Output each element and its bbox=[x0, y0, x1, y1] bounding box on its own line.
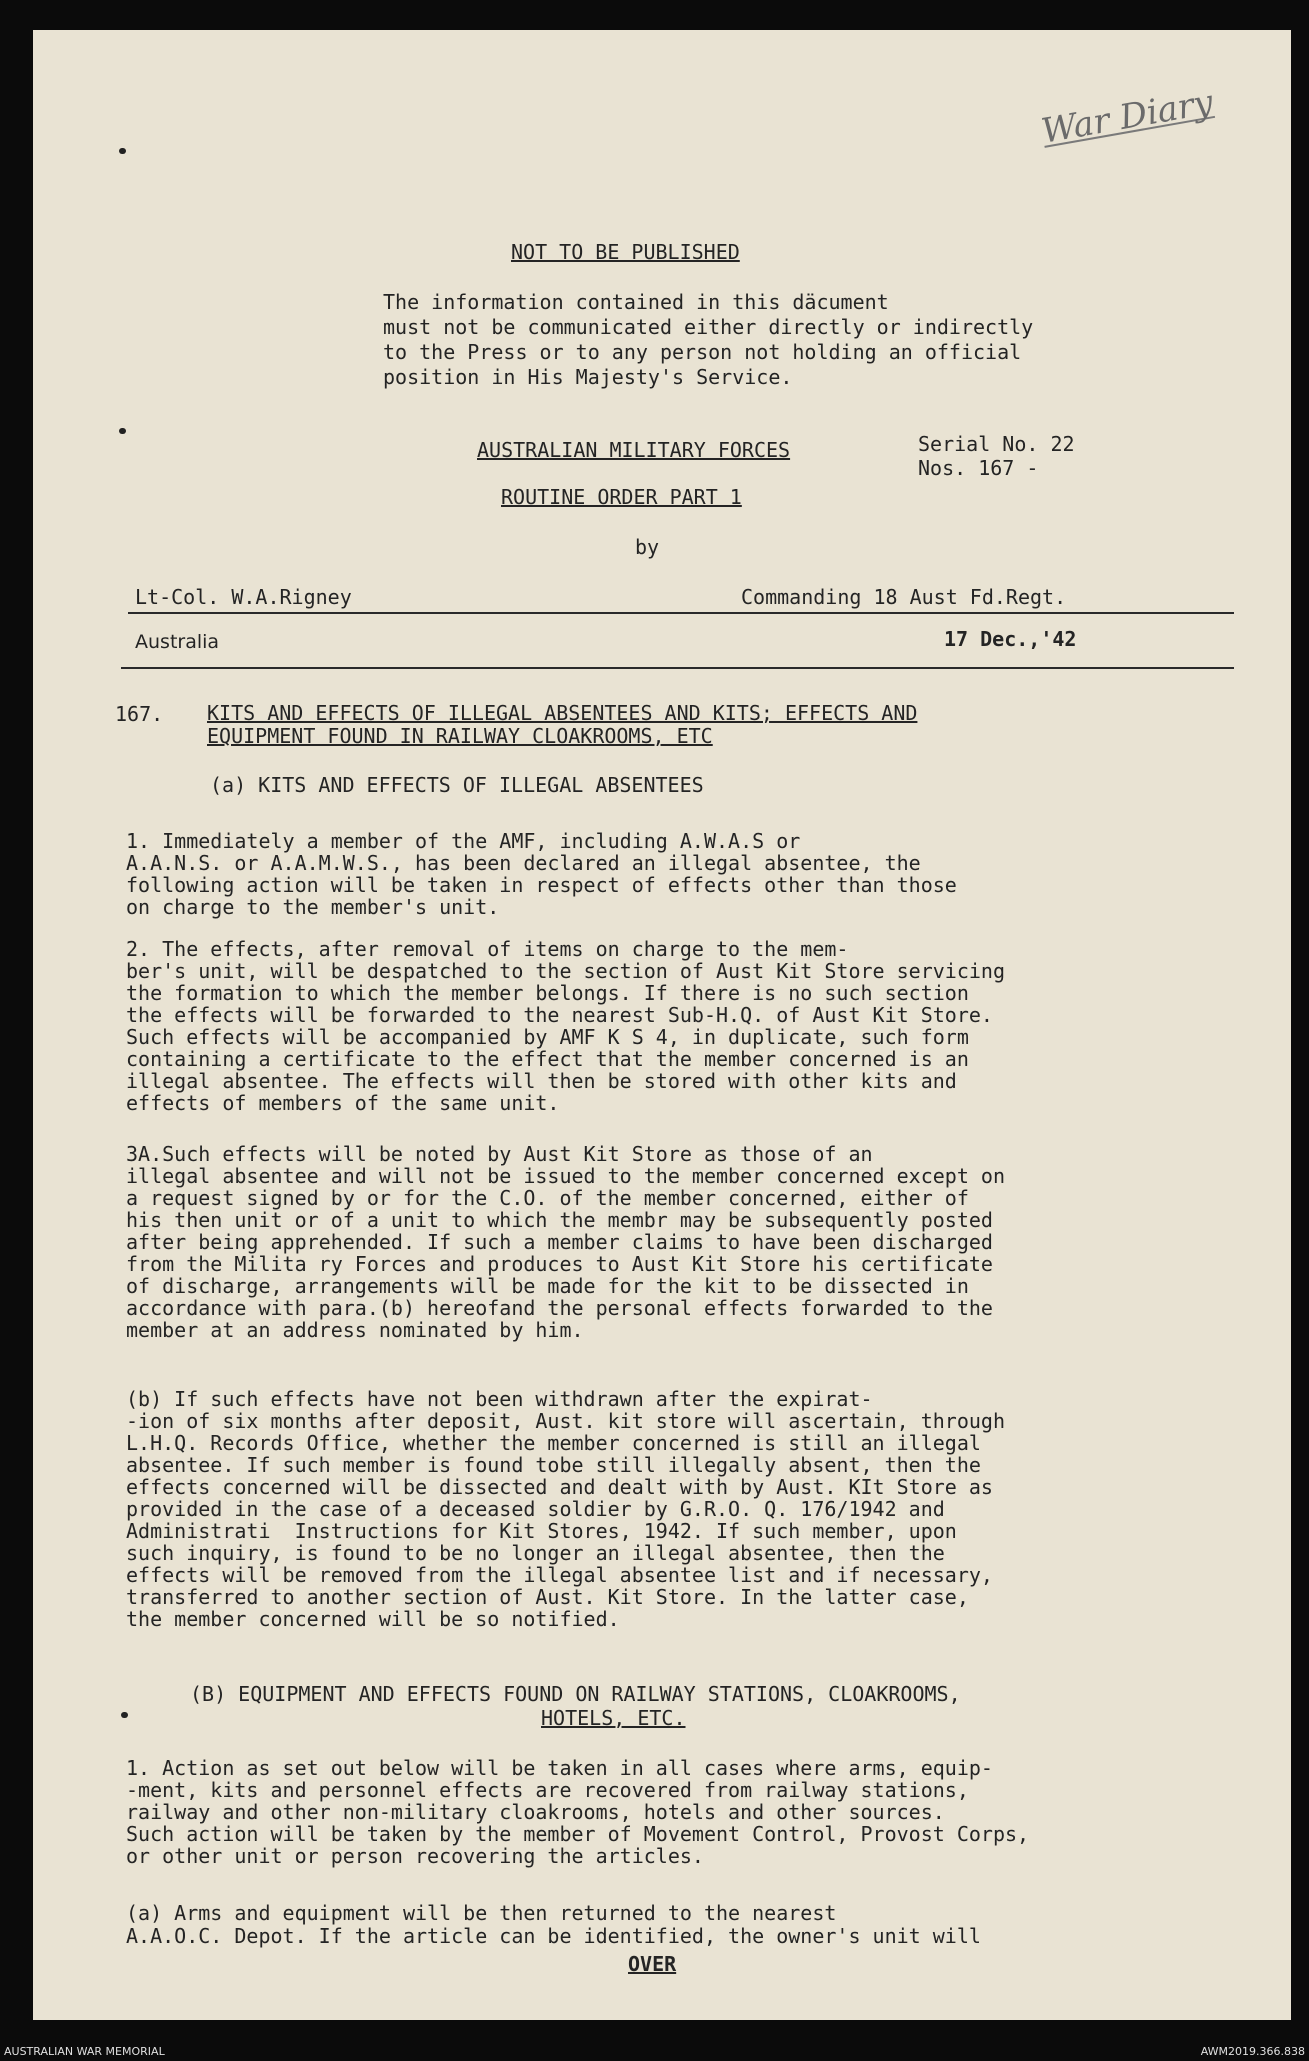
location: Australia bbox=[135, 631, 220, 653]
paragraph-b1a: (a) Arms and equipment will be then returned to the nearest A.A.O.C. Depot. If the article can be identified, the owner's unit will bbox=[126, 1901, 981, 1948]
item-title: KITS AND EFFECTS OF ILLEGAL ABSENTEES AND KITS; EFFECTS AND EQUIPMENT FOUND IN RAILWAY CLOAKROOMS, ETC bbox=[207, 701, 918, 748]
serial-number: Serial No. 22 bbox=[918, 432, 1075, 456]
divider bbox=[128, 612, 1234, 614]
paragraph-1: 1. Immediately a member of the AMF, including A.W.A.S or A.A.N.S. or A.A.M.W.S., has been declared an illegal absentee, the following action will be taken in respect of effects other than those on charge to the member's unit. bbox=[126, 829, 957, 919]
order-date: 17 Dec.,'42 bbox=[944, 627, 1077, 651]
order-numbers: Nos. 167 - bbox=[918, 456, 1039, 480]
by-label: by bbox=[635, 535, 660, 559]
officer-name: Lt-Col. W.A.Rigney bbox=[135, 585, 352, 609]
punch-mark bbox=[121, 1712, 128, 1718]
confidentiality-notice: The information contained in this däcument must not be communicated either directly or indirectly to the Press or to any person not holding an official position in His Majesty's Service. bbox=[383, 290, 1034, 389]
item-number: 167. bbox=[115, 702, 164, 726]
paragraph-2: 2. The effects, after removal of items on charge to the mem- ber's unit, will be despatched to the section of Aust Kit Store servicing the formation to which the member belongs. If there is no such section the effects will be forwarded to the nearest Sub-H.Q. of Aust Kit Store. Such effects will be accompanied by AMF K S 4, in duplicate, such form containing a certificate to the effect that the member concerned is an illegal absentee. The effects will then be stored with other kits and effects of members of the same unit. bbox=[126, 937, 1005, 1115]
routine-order-title: ROUTINE ORDER PART 1 bbox=[501, 485, 742, 509]
footer-reference: AWM2019.366.838 bbox=[1200, 2045, 1305, 2058]
paragraph-b1: 1. Action as set out below will be taken in all cases where arms, equip- -ment, kits and personnel effects are recovered from railway stations, railway and other non-military cloakrooms, hotels and other sources. Such action will be taken by the member of Movement Control, Provost Corps, or other unit or person recovering the articles. bbox=[126, 1756, 1030, 1868]
punch-mark bbox=[119, 428, 126, 434]
paragraph-b: (b) If such effects have not been withdrawn after the expirat- -ion of six months after deposit, Aust. kit store will ascertain, through L.H.Q. Records Office, whether the member concerned is still an illegal absentee. If such member is found tobe still illegally absent, then the effects concerned will be dissected and dealt with by Aust. KIt Store as provided in the case of a deceased soldier by G.R.O. Q. 176/1942 and Administrati Instructions for Kit Stores, 1942. If such member, upon such inquiry, is found to be no longer an illegal absentee, then the effects will be removed from the illegal absentee list and if necessary, transferred to another section of Aust. Kit Store. In the latter case, the member concerned will be so notified. bbox=[126, 1387, 1005, 1631]
heading: NOT TO BE PUBLISHED bbox=[511, 240, 740, 264]
sub-a-title: (a) KITS AND EFFECTS OF ILLEGAL ABSENTEES bbox=[210, 773, 704, 797]
paragraph-3a: 3A.Such effects will be noted by Aust Kit Store as those of an illegal absentee and will not be issued to the member concerned except on a request signed by or for the C.O. of the member concerned, either of his then unit or of a unit to which the membr may be subsequently posted after being apprehended. If such a member claims to have been discharged from the Milita ry Forces and produces to Aust Kit Store his certificate of discharge, arrangements will be made for the kit to be dissected in accordance with para.(b) hereofand the personal effects forwarded to the member at an address nominated by him. bbox=[126, 1142, 1005, 1342]
commanding-unit: Commanding 18 Aust Fd.Regt. bbox=[741, 585, 1067, 609]
over-label: OVER bbox=[628, 1952, 677, 1976]
footer-archive-name: AUSTRALIAN WAR MEMORIAL bbox=[4, 2045, 165, 2058]
punch-mark bbox=[119, 148, 126, 154]
divider bbox=[121, 667, 1234, 669]
handwritten-annotation: War Diary bbox=[1038, 82, 1216, 152]
sub-b-title-line-2: HOTELS, ETC. bbox=[541, 1706, 686, 1730]
sub-b-title-line-1: (B) EQUIPMENT AND EFFECTS FOUND ON RAILWAY STATIONS, CLOAKROOMS, bbox=[190, 1682, 961, 1706]
document-page bbox=[33, 30, 1291, 2020]
forces-title: AUSTRALIAN MILITARY FORCES bbox=[477, 438, 791, 462]
